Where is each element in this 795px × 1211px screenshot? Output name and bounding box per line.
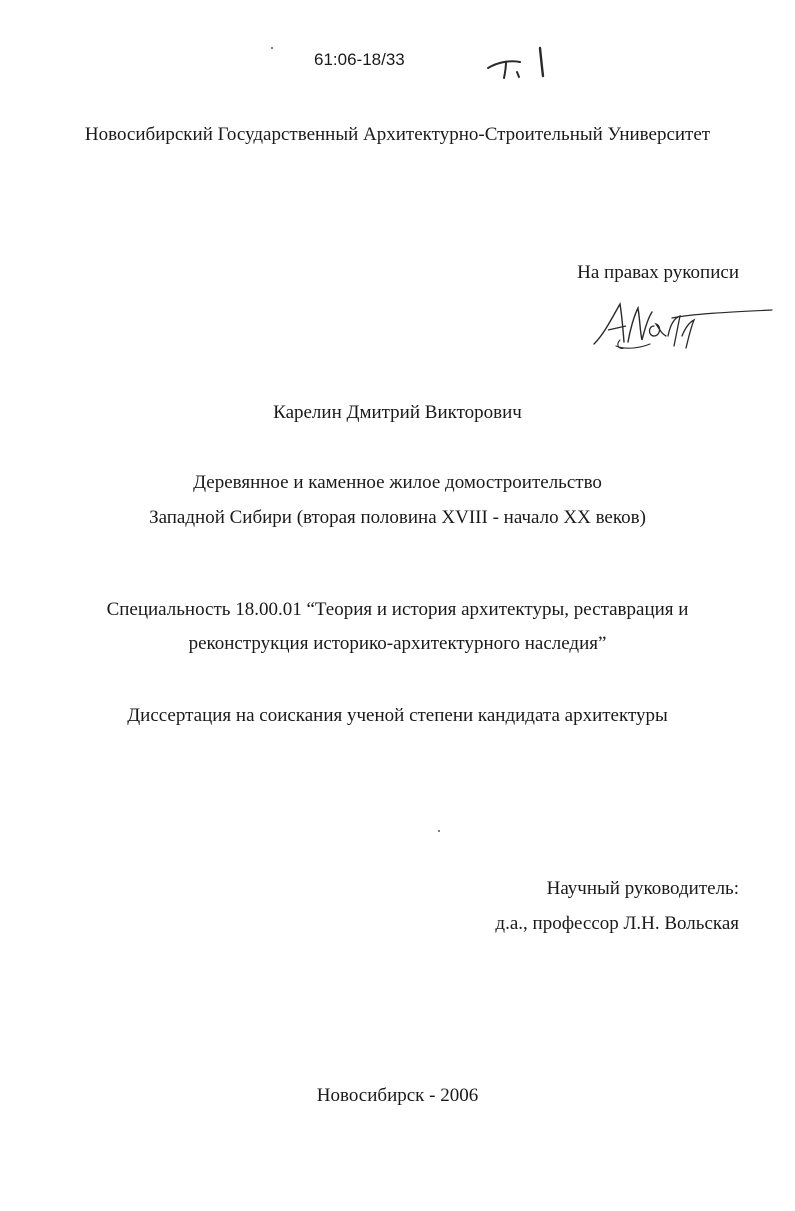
scan-speck (438, 830, 440, 832)
manuscript-rights: На правах рукописи (577, 262, 739, 283)
specialty-line-1: Специальность 18.00.01 “Теория и история архитектуры, реставрация и (106, 599, 689, 620)
dissertation-title-line-2: Западной Сибири (вторая половина XVIII - начало XX веков) (149, 507, 646, 528)
handwritten-volume-mark (484, 40, 564, 85)
degree-statement: Диссертация на соискания ученой степени кандидата архитектуры (127, 705, 668, 726)
author-name: Карелин Дмитрий Викторович (273, 402, 522, 423)
specialty-line-2: реконструкция историко-архитектурного наследия” (188, 633, 607, 654)
supervisor-name: д.а., профессор Л.Н. Вольская (495, 913, 739, 934)
university-name: Новосибирский Государственный Архитектурно-Строительный Университет (84, 124, 711, 145)
archive-code: 61:06-18/33 (314, 50, 405, 69)
scan-speck (271, 47, 273, 49)
place-and-year: Новосибирск - 2006 (316, 1085, 479, 1106)
dissertation-title-line-1: Деревянное и каменное жилое домостроительство (193, 472, 602, 493)
handwritten-signature (590, 296, 780, 366)
supervisor-label: Научный руководитель: (546, 878, 739, 899)
